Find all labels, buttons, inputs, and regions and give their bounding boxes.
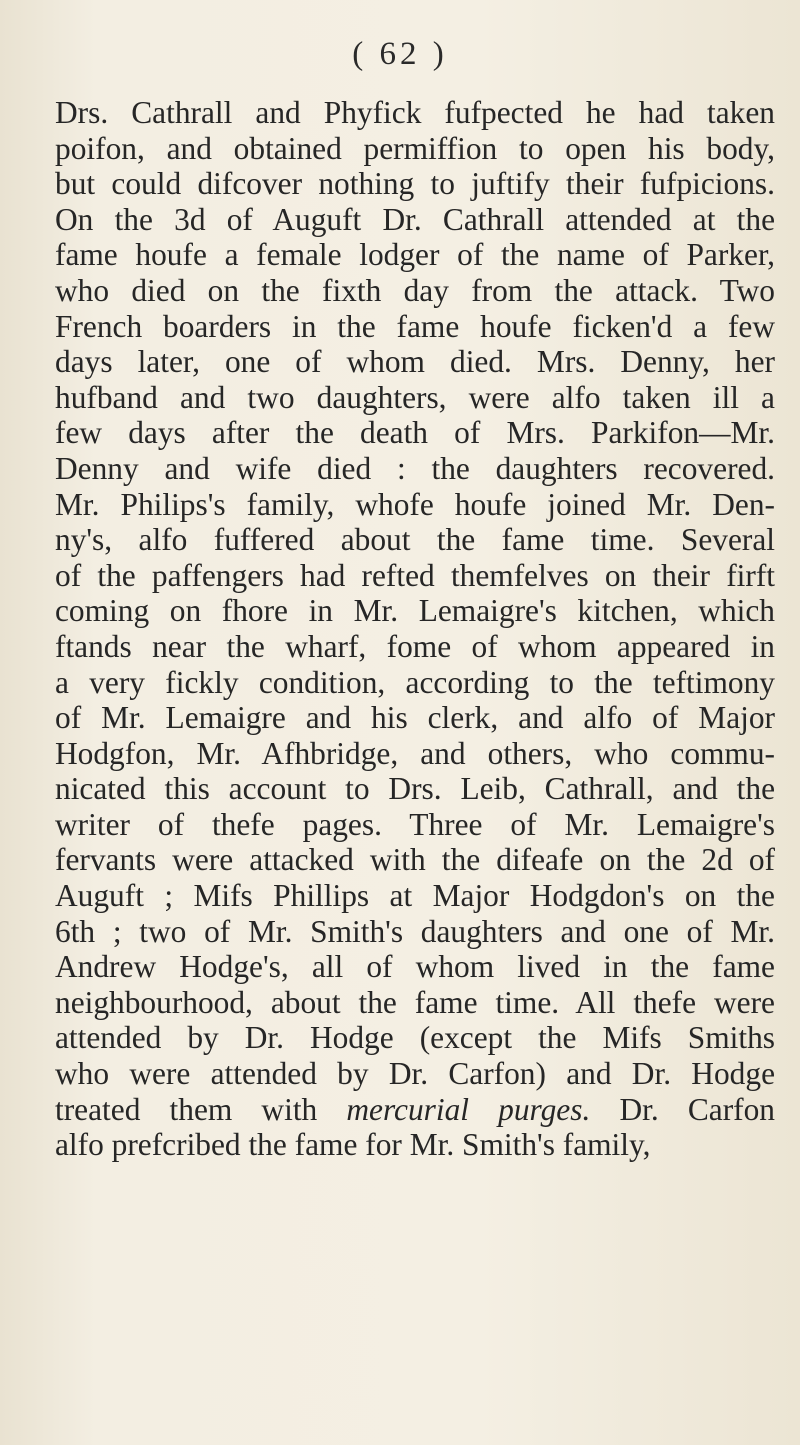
text-line: coming on fhore in Mr. Lemaigre's kitchen, which <box>55 593 775 629</box>
text-line: nicated this account to Drs. Leib, Cathrall, and the <box>55 771 775 807</box>
text-line: ny's, alfo fuffered about the fame time. Several <box>55 522 775 558</box>
line-text-before: treated them with <box>55 1091 347 1127</box>
text-line: neighbourhood, about the fame time. All thefe were <box>55 984 775 1020</box>
text-line-with-italic <box>55 1092 775 1128</box>
text-line: Hodgfon, Mr. Afhbridge, and others, who commu- <box>55 735 775 771</box>
text-line: attended by Dr. Hodge (except the Mifs Smiths <box>55 1020 775 1056</box>
text-line: 6th ; two of Mr. Smith's daughters and one of Mr. <box>55 913 775 949</box>
text-line: but could difcover nothing to juftify their fufpicions. <box>55 166 775 202</box>
text-line: hufband and two daughters, were alfo taken ill a <box>55 379 775 415</box>
text-line: Andrew Hodge's, all of whom lived in the fame <box>55 949 775 985</box>
line-text-after: Dr. Carfon <box>590 1091 775 1127</box>
text-line: of the paffengers had refted themfelves on their firft <box>55 557 775 593</box>
text-line: ftands near the wharf, fome of whom appeared in <box>55 628 775 664</box>
text-line: fervants were attacked with the difeafe on the 2d of <box>55 842 775 878</box>
text-line: few days after the death of Mrs. Parkifon—Mr. <box>55 415 775 451</box>
text-line: fame houfe a female lodger of the name of Parker, <box>55 237 775 273</box>
text-line: Auguft ; Mifs Phillips at Major Hodgdon's on the <box>55 878 775 914</box>
page-number: ( 62 ) <box>352 36 448 72</box>
text-line: alfo prefcribed the fame for Mr. Smith's family, <box>55 1127 651 1163</box>
text-line: who died on the fixth day from the attack. Two <box>55 272 775 308</box>
body-text <box>55 95 775 1163</box>
text-line: writer of thefe pages. Three of Mr. Lemaigre's <box>55 806 775 842</box>
text-line: Drs. Cathrall and Phyfick fufpected he had taken <box>55 95 775 130</box>
text-line: who were attended by Dr. Carfon) and Dr. Hodge <box>55 1056 775 1092</box>
italic-phrase: mercurial purges. <box>346 1091 591 1127</box>
text-line: a very fickly condition, according to the teftimony <box>55 664 775 700</box>
text-line: Mr. Philips's family, whofe houfe joined Mr. Den- <box>55 486 775 522</box>
text-line: French boarders in the fame houfe ficken'd a few <box>55 308 775 344</box>
text-line: On the 3d of Auguft Dr. Cathrall attended at the <box>55 201 775 237</box>
text-line: of Mr. Lemaigre and his clerk, and alfo of Major <box>55 700 775 736</box>
text-line: days later, one of whom died. Mrs. Denny, her <box>55 344 775 380</box>
text-line: poifon, and obtained permiffion to open his body, <box>55 130 775 166</box>
text-line: Denny and wife died : the daughters recovered. <box>55 450 775 486</box>
